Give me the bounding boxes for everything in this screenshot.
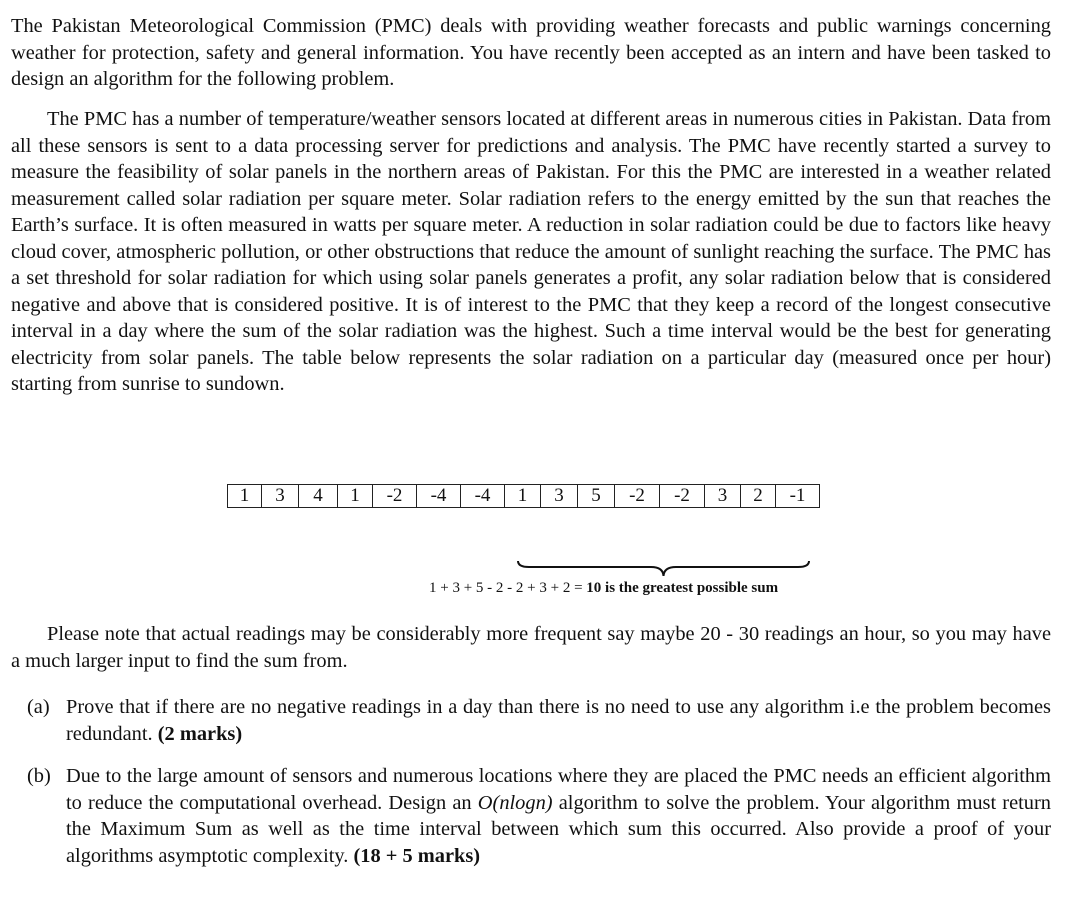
question-a [27, 694, 1051, 747]
reading-cell: 1 [228, 485, 262, 508]
question-b-marks: (18 + 5 marks) [353, 844, 481, 867]
intro-paragraph: The Pakistan Meteorological Commission (PMC) deals with providing weather forecasts and public warnings concerning weather for protection, safety and general information. You have recently been accepted as an intern and have been tasked to design an algorithm for the following problem. [11, 15, 1051, 90]
question-b-complexity: O(nlogn) [477, 791, 553, 814]
reading-cell: 5 [578, 485, 615, 508]
reading-cell: 3 [541, 485, 578, 508]
sum-expression: 1 + 3 + 5 - 2 - 2 + 3 + 2 = [429, 580, 583, 596]
question-b-text-after: algorithm to solve the problem. Your algorithm must return the Maximum Sum as well as the time interval between which sum this occurred. Also provide a proof of your algorithms asymptotic complexity. [66, 791, 1051, 867]
max-sum-caption [429, 578, 909, 598]
question-a-marks: (2 marks) [157, 722, 243, 745]
reading-cell: -2 [615, 485, 660, 508]
reading-cell: -1 [776, 485, 820, 508]
sum-result: 10 is the greatest possible sum [586, 580, 779, 596]
question-a-body [66, 694, 1051, 747]
question-b-label: (b) [27, 765, 51, 787]
reading-cell: 3 [262, 485, 299, 508]
problem-paragraph: The PMC has a number of temperature/weather sensors located at different areas in numerous cities in Pakistan. Data from all these sensors is sent to a data processing server for predictions and analysis. The PMC have recently started a survey to measure the feasibility of solar panels in the northern areas of Pakistan. For this the PMC are interested in a weather related measurement called solar radiation per square meter. Solar radiation refers to the energy emitted by the sun that reaches the Earth’s surface. It is often measured in watts per square meter. A reduction in solar radiation could be due to factors like heavy cloud cover, atmospheric pollution, or other obstructions that reduce the amount of sunlight reaching the surface. The PMC has a set threshold for solar radiation for which using solar panels generates a profit, any solar radiation below that is considered negative and above that is considered positive. It is of interest to the PMC that they keep a record of the longest consecutive interval in a day where the sum of the solar radiation was the highest. Such a time interval would be the best for generating electricity from solar panels. The table below represents the solar radiation on a particular day (measured once per hour) starting from sunrise to sundown. [11, 108, 1051, 395]
reading-cell: -4 [417, 485, 461, 508]
question-b-body [66, 763, 1051, 869]
readings-row [228, 485, 820, 508]
reading-cell: -4 [461, 485, 505, 508]
reading-cell: 4 [299, 485, 338, 508]
solar-readings-table [227, 484, 820, 508]
note-paragraph: Please note that actual readings may be considerably more frequent say maybe 20 - 30 readings an hour, so you may have a much larger input to find the sum from. [11, 623, 1051, 672]
question-b [27, 763, 1051, 869]
reading-cell: 2 [741, 485, 776, 508]
reading-cell: -2 [373, 485, 417, 508]
reading-cell: 1 [505, 485, 541, 508]
reading-cell: -2 [660, 485, 705, 508]
question-b-text-before: Due to the large amount of sensors and numerous locations where they are placed the PMC needs an efficient algorithm to reduce the computational overhead. Design an [66, 765, 1051, 814]
reading-cell: 3 [705, 485, 741, 508]
question-a-label: (a) [27, 696, 50, 718]
curly-brace-icon [517, 560, 810, 578]
question-a-text: Prove that if there are no negative readings in a day than there is no need to use any algorithm i.e the problem becomes redundant. [66, 696, 1051, 745]
reading-cell: 1 [338, 485, 373, 508]
